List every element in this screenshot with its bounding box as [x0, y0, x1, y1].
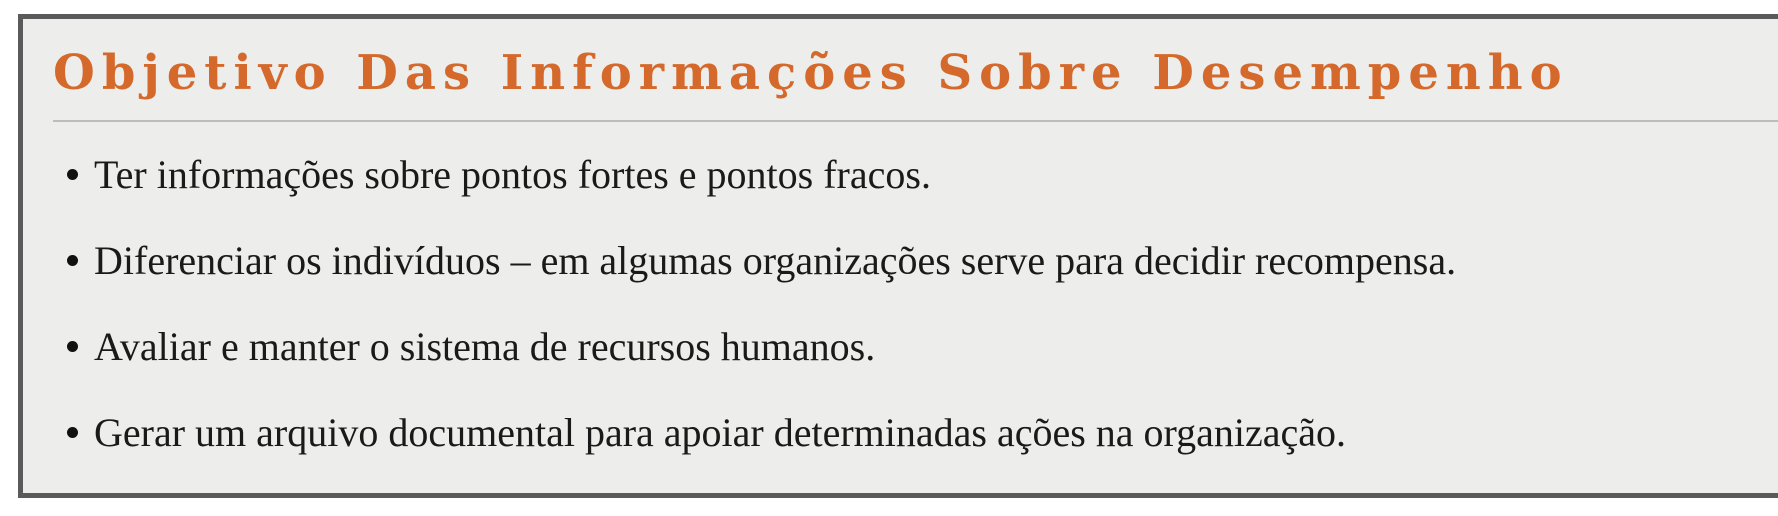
content-panel — [18, 14, 1778, 498]
bullet-dot-icon — [67, 341, 78, 352]
list-item — [67, 303, 1456, 389]
bullet-list — [67, 131, 1456, 475]
list-item — [67, 389, 1456, 475]
title-divider — [53, 120, 1778, 122]
bullet-dot-icon — [67, 169, 78, 180]
bullet-text: Diferenciar os indivíduos – em algumas organizações serve para decidir recompensa. — [94, 237, 1457, 283]
section-title: Objetivo Das Informações Sobre Desempenho — [53, 45, 1569, 101]
bullet-text: Gerar um arquivo documental para apoiar determinadas ações na organização. — [94, 409, 1347, 455]
list-item — [67, 217, 1456, 303]
list-item — [67, 131, 1456, 217]
bullet-text: Avaliar e manter o sistema de recursos humanos. — [94, 323, 876, 369]
bullet-dot-icon — [67, 255, 78, 266]
bullet-text: Ter informações sobre pontos fortes e pontos fracos. — [94, 151, 931, 197]
bullet-dot-icon — [67, 427, 78, 438]
